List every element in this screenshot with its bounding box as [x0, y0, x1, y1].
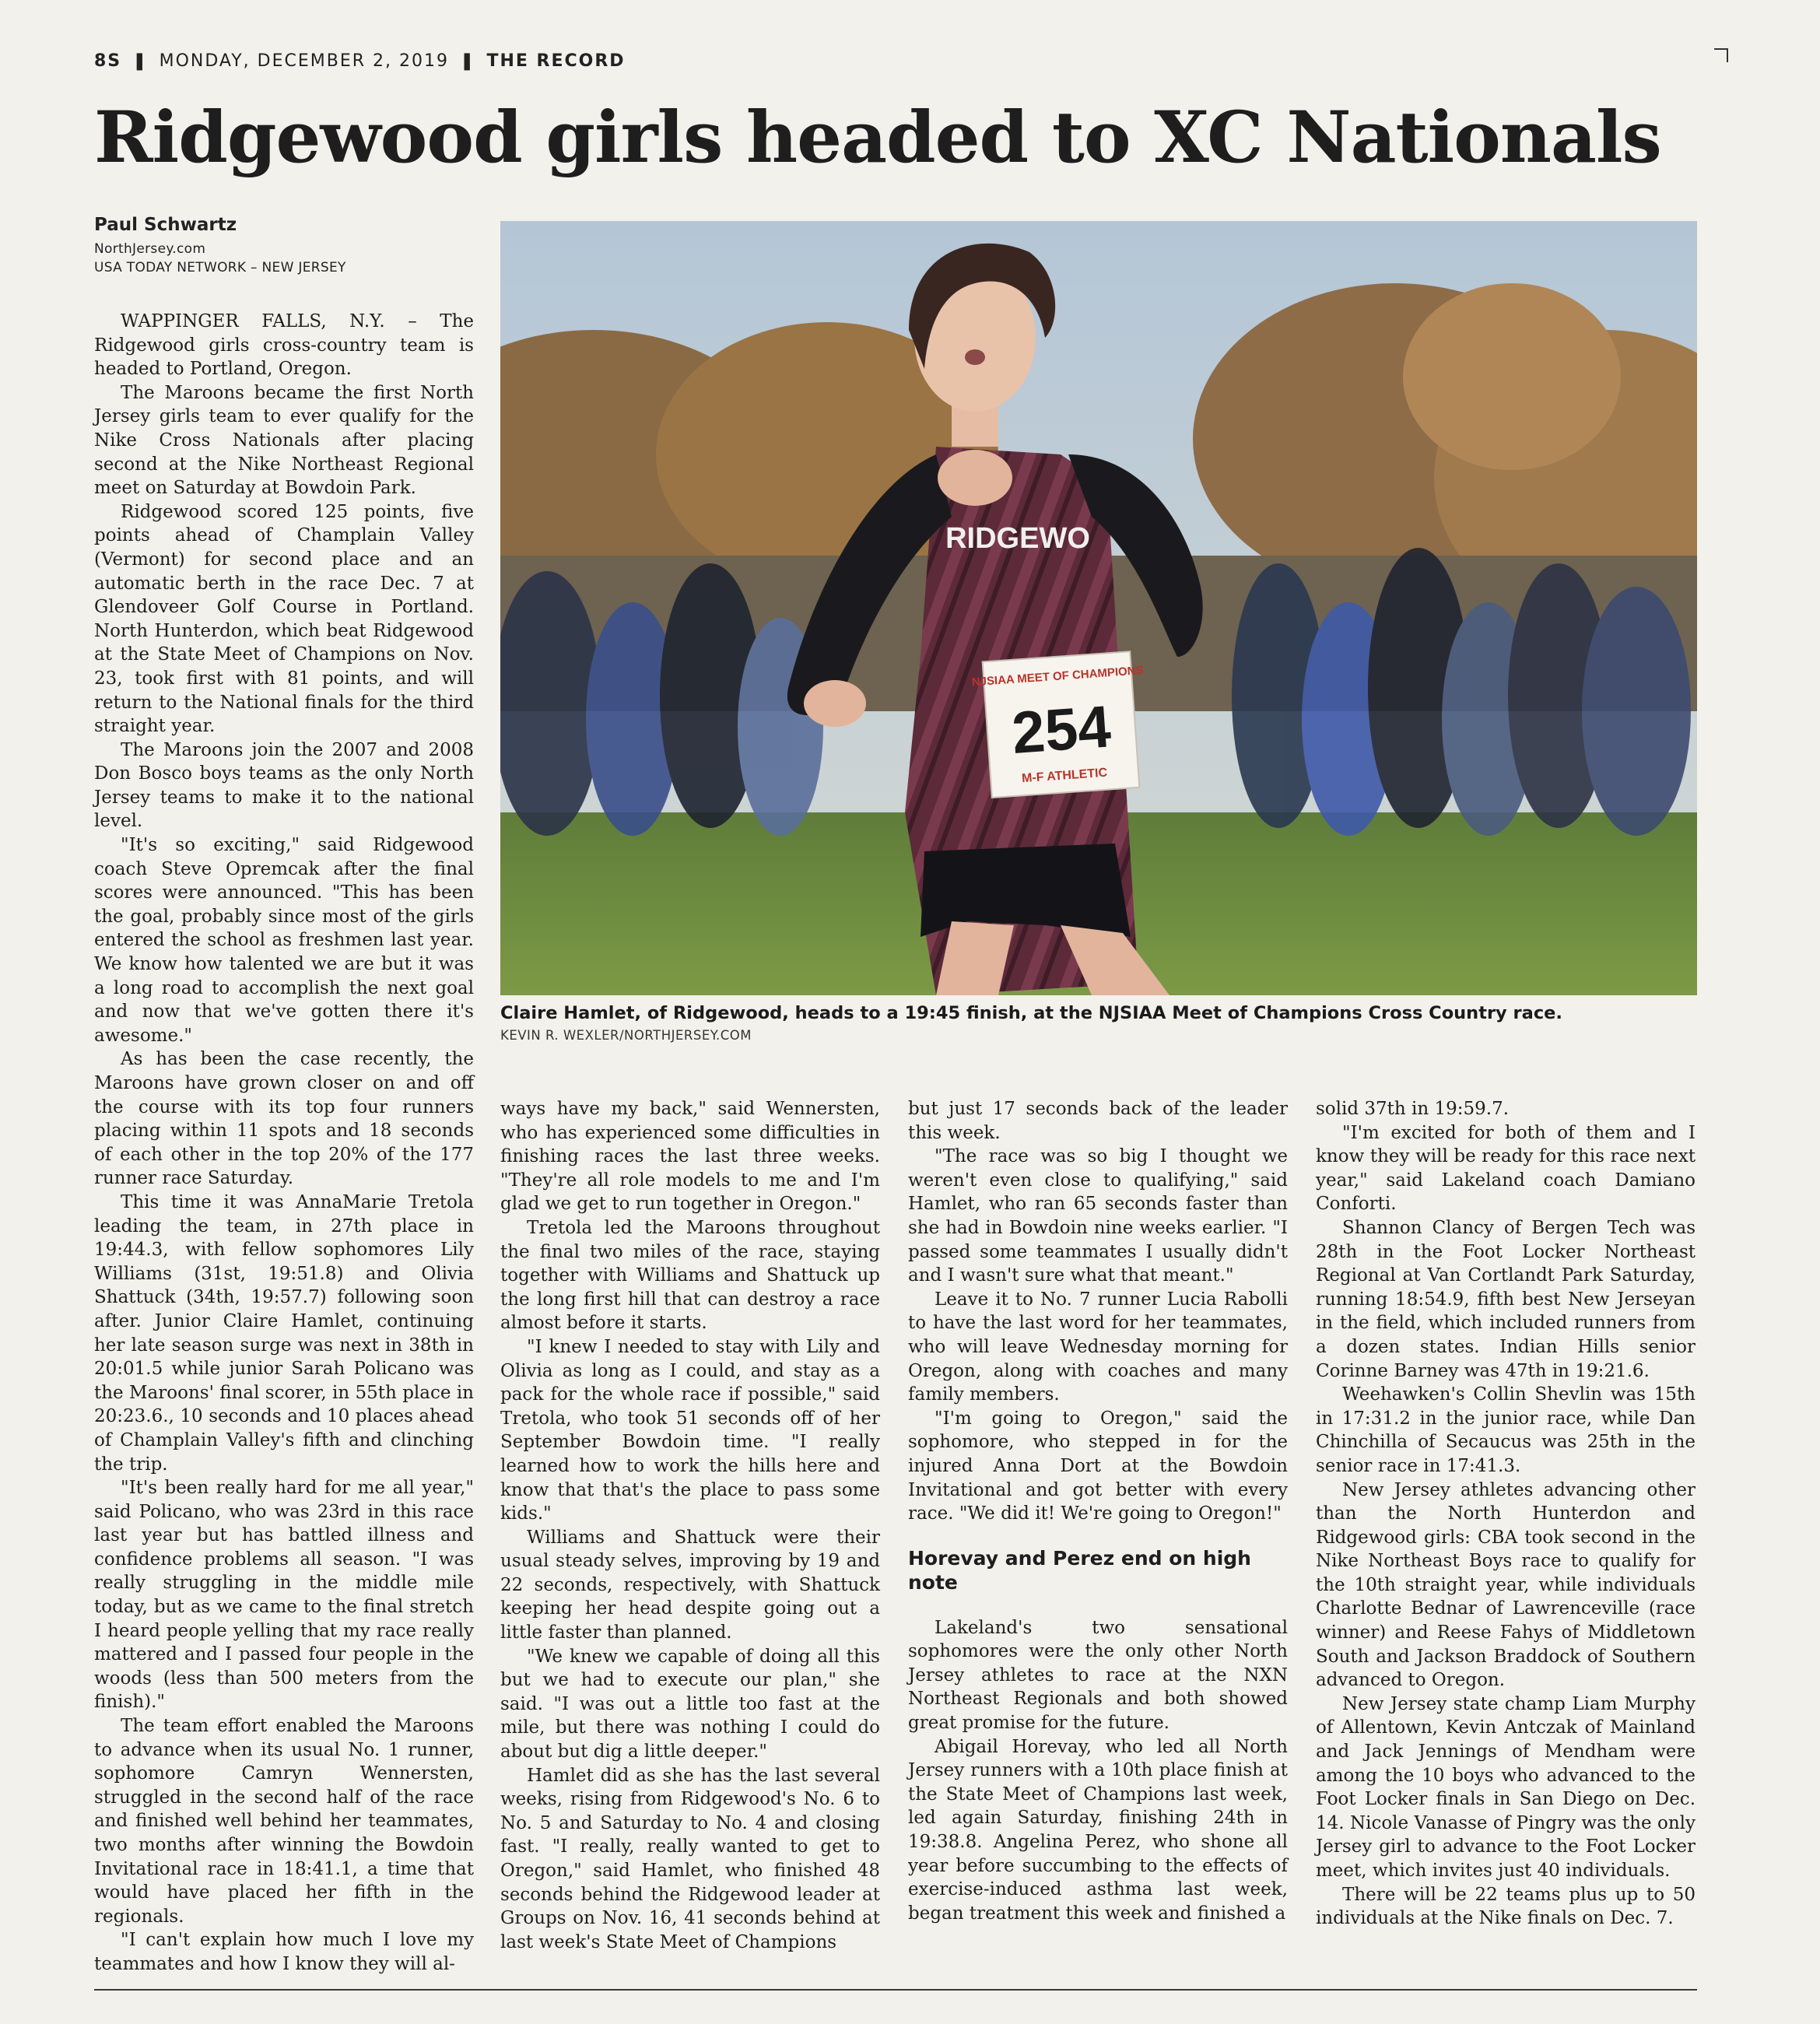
article-column-1	[94, 310, 474, 1974]
folio-separator: ❚	[132, 51, 149, 71]
paragraph: but just 17 seconds back of the leader this week.	[908, 1099, 1288, 1143]
paragraph: There will be 22 teams plus up to 50 individuals at the Nike finals on Dec. 7.	[1316, 1884, 1696, 1929]
paragraph: Ridgewood scored 125 points, five points ahead of Champlain Valley (Vermont) for second place and an automatic berth in the race Dec. 7 at Glendoveer Golf Course in Portland. North Hunterdon, which beat Ridgewood at the State Meet of Champions on Nov. 23, took first with 81 points, and will return to the National finals for the third straight year.	[94, 501, 474, 737]
photo-credit: KEVIN R. WEXLER/NORTHJERSEY.COM	[500, 1028, 752, 1043]
paragraph: "The race was so big I thought we weren't even close to qualifying," said Hamlet, who ran 65 seconds faster than she had in Bowdoin nine weeks earlier. "I passed some teammates I usually didn't and I wasn't sure what that meant."	[908, 1146, 1288, 1286]
paragraph: Abigail Horevay, who led all North Jersey runners with a 10th place finish at the State Meet of Champions last week, led again Saturday, finishing 24th in 19:38.8. Angelina Perez, who shone all year before succumbing to the effects of exercise-induced asthma last week, began treatment this week and finished a	[908, 1736, 1288, 1924]
bib-sponsor-text: M-F ATHLETIC	[1021, 766, 1108, 786]
paragraph: The Maroons became the first North Jersey girls team to ever qualify for the Nike Cross Nationals after placing second at the Nike Northeast Regional meet on Saturday at Bowdoin Park.	[94, 382, 474, 499]
paragraph: Leave it to No. 7 runner Lucia Rabolli to have the last word for her teammates, who will leave Wednesday morning for Oregon, along with coaches and many family members.	[908, 1289, 1288, 1405]
paragraph: New Jersey athletes advancing other than the North Hunterdon and Ridgewood girls: CBA took second in the Nike Northeast Boys race to qualify for the 10th straight year, while individuals Charlotte Bednar of Lawrenceville (race winner) and Reese Fahys of Middletown South and Jackson Braddock of Southern advanced to Oregon.	[1316, 1479, 1696, 1691]
paragraph: WAPPINGER FALLS, N.Y. – The Ridgewood girls cross-country team is headed to Portland, Oregon.	[94, 311, 474, 380]
paragraph: Shannon Clancy of Bergen Tech was 28th in the Foot Locker Northeast Regional at Van Cortlandt Park Saturday, running 18:54.9, fifth best New Jerseyan in the field, which included runners from a dozen states. Indian Hills senior Corinne Barney was 47th in 19:21.6.	[1316, 1217, 1696, 1381]
issue-date: MONDAY, DECEMBER 2, 2019	[159, 51, 449, 71]
bib-number: 254	[1009, 693, 1113, 766]
paragraph: ways have my back," said Wennersten, who has experienced some difficulties in finishing races the last three weeks. "They're all role models to me and I'm glad we get to run together in Oregon."	[500, 1099, 880, 1215]
runner-photo-illustration	[500, 221, 1697, 995]
paragraph: "I can't explain how much I love my teammates and how I know they will al-	[94, 1930, 474, 1974]
byline-network: USA TODAY NETWORK – NEW JERSEY	[94, 260, 346, 275]
paragraph: Hamlet did as she has the last several weeks, rising from Ridgewood's No. 6 to No. 5 and Saturday to No. 4 and closing fast. "I really, really wanted to get to Oregon," said Hamlet, who finished 48 seconds behind the Ridgewood leader at Groups on Nov. 16, 41 seconds behind at last week's State Meet of Champions	[500, 1765, 880, 1952]
paragraph: The team effort enabled the Maroons to advance when its usual No. 1 runner, sophomore Camryn Wennersten, struggled in the second half of the race and finished well behind her teammates, two months after winning the Bowdoin Invitational race in 18:41.1, a time that would have placed her fifth in the regionals.	[94, 1716, 474, 1927]
paragraph: "We knew we capable of doing all this but we had to execute our plan," she said. "I was out a little too fast at the mile, but there was nothing I could do about but dig a little deeper."	[500, 1646, 880, 1763]
paragraph: The Maroons join the 2007 and 2008 Don Bosco boys teams as the only North Jersey teams to make it to the national level.	[94, 739, 474, 832]
subhead: Horevay and Perez end on high note	[908, 1546, 1251, 1594]
paragraph: "I'm going to Oregon," said the sophomore, who stepped in for the injured Anna Dort at the Bowdoin Invitational and got better with every race. "We did it! We're going to Oregon!"	[908, 1408, 1288, 1524]
folio-line	[94, 51, 626, 71]
paper-name: THE RECORD	[486, 51, 626, 71]
photo-caption	[500, 1001, 1714, 1043]
page-number: 8S	[94, 51, 122, 71]
byline-author: Paul Schwartz	[94, 215, 237, 235]
byline-outlet: NorthJersey.com	[94, 241, 206, 257]
paragraph: "I'm excited for both of them and I know they will be ready for this race next year," said Lakeland coach Damiano Conforti.	[1316, 1122, 1696, 1215]
article-column-4	[1316, 1097, 1696, 1961]
paragraph: Weehawken's Collin Shevlin was 15th in 17:31.2 in the junior race, while Dan Chinchilla of Secaucus was 25th in the senior race in 17:41.3.	[1316, 1384, 1696, 1476]
paragraph: solid 37th in 19:59.7.	[1316, 1099, 1510, 1119]
jersey-text: RIDGEWO	[945, 522, 1090, 555]
paragraph: This time it was AnnaMarie Tretola leading the team, in 27th place in 19:44.3, with fellow sophomores Lily Williams (31st, 19:51.8) and Olivia Shattuck (34th, 19:57.7) following soon after. Junior Claire Hamlet, continuing her late season surge was next in 38th in 20:01.5 while junior Sarah Policano was the Maroons' final scorer, in 55th place in 20:23.6., 10 seconds and 10 places ahead of Champlain Valley's fifth and clinching the trip.	[94, 1191, 474, 1475]
article-column-2	[500, 1097, 880, 1961]
caption-text: Claire Hamlet, of Ridgewood, heads to a 19:45 finish, at the NJSIAA Meet of Champions Cross Country race.	[500, 1003, 1562, 1023]
paragraph: Williams and Shattuck were their usual steady selves, improving by 19 and 22 seconds, respectively, with Shattuck keeping her head despite going out a little faster than planned.	[500, 1527, 880, 1643]
bib-event-text: NJSIAA MEET OF CHAMPIONS	[971, 664, 1145, 689]
paragraph: "It's been really hard for me all year," said Policano, who was 23rd in this race last year but has battled illness and confidence problems all season. "I was really struggling in the middle mile today, but as we came to the final stretch I heard people yelling that my race really mattered and I passed four people in the woods (less than 500 meters from the finish)."	[94, 1478, 474, 1713]
byline	[94, 215, 499, 277]
paragraph: "I knew I needed to stay with Lily and Olivia as long as I could, and stay as a pack for the whole race if possible," said Tretola, who took 51 seconds off of her September Bowdoin time. "I really learned how to work the hills here and know that that's the place to pass some kids."	[500, 1336, 880, 1524]
paragraph: "It's so exciting," said Ridgewood coach Steve Opremcak after the final scores were announced. "This has been the goal, probably since most of the girls entered the school as freshmen last year. We know how talented we are but it was a long road to accomplish the next goal and now that we've gotten there it's awesome."	[94, 835, 474, 1046]
crop-mark	[1714, 48, 1728, 62]
bottom-rule	[94, 1989, 1697, 1991]
runner-photo	[500, 221, 1697, 995]
paragraph: New Jersey state champ Liam Murphy of Allentown, Kevin Antczak of Mainland and Jack Jennings of Mendham were among the 10 boys who advanced to the Foot Locker finals in San Diego on Dec. 14. Nicole Vanasse of Pingry was the only Jersey girl to advance to the Foot Locker meet, which invites just 40 individuals.	[1316, 1693, 1696, 1881]
paragraph: Tretola led the Maroons throughout the final two miles of the race, staying together with Williams and Shattuck up the long first hill that can destroy a race almost before it starts.	[500, 1217, 880, 1334]
article-column-3	[908, 1097, 1288, 1961]
paragraph: Lakeland's two sensational sophomores were the only other North Jersey athletes to race at the NXN Northeast Regionals and both showed great promise for the future.	[908, 1617, 1288, 1734]
headline: Ridgewood girls headed to XC Nationals	[94, 96, 1661, 179]
folio-separator: ❚	[460, 51, 476, 71]
paragraph: As has been the case recently, the Maroons have grown closer on and off the course with its top four runners placing within 11 spots and 18 seconds of each other in the top 20% of the 177 runner race Saturday.	[94, 1049, 474, 1189]
